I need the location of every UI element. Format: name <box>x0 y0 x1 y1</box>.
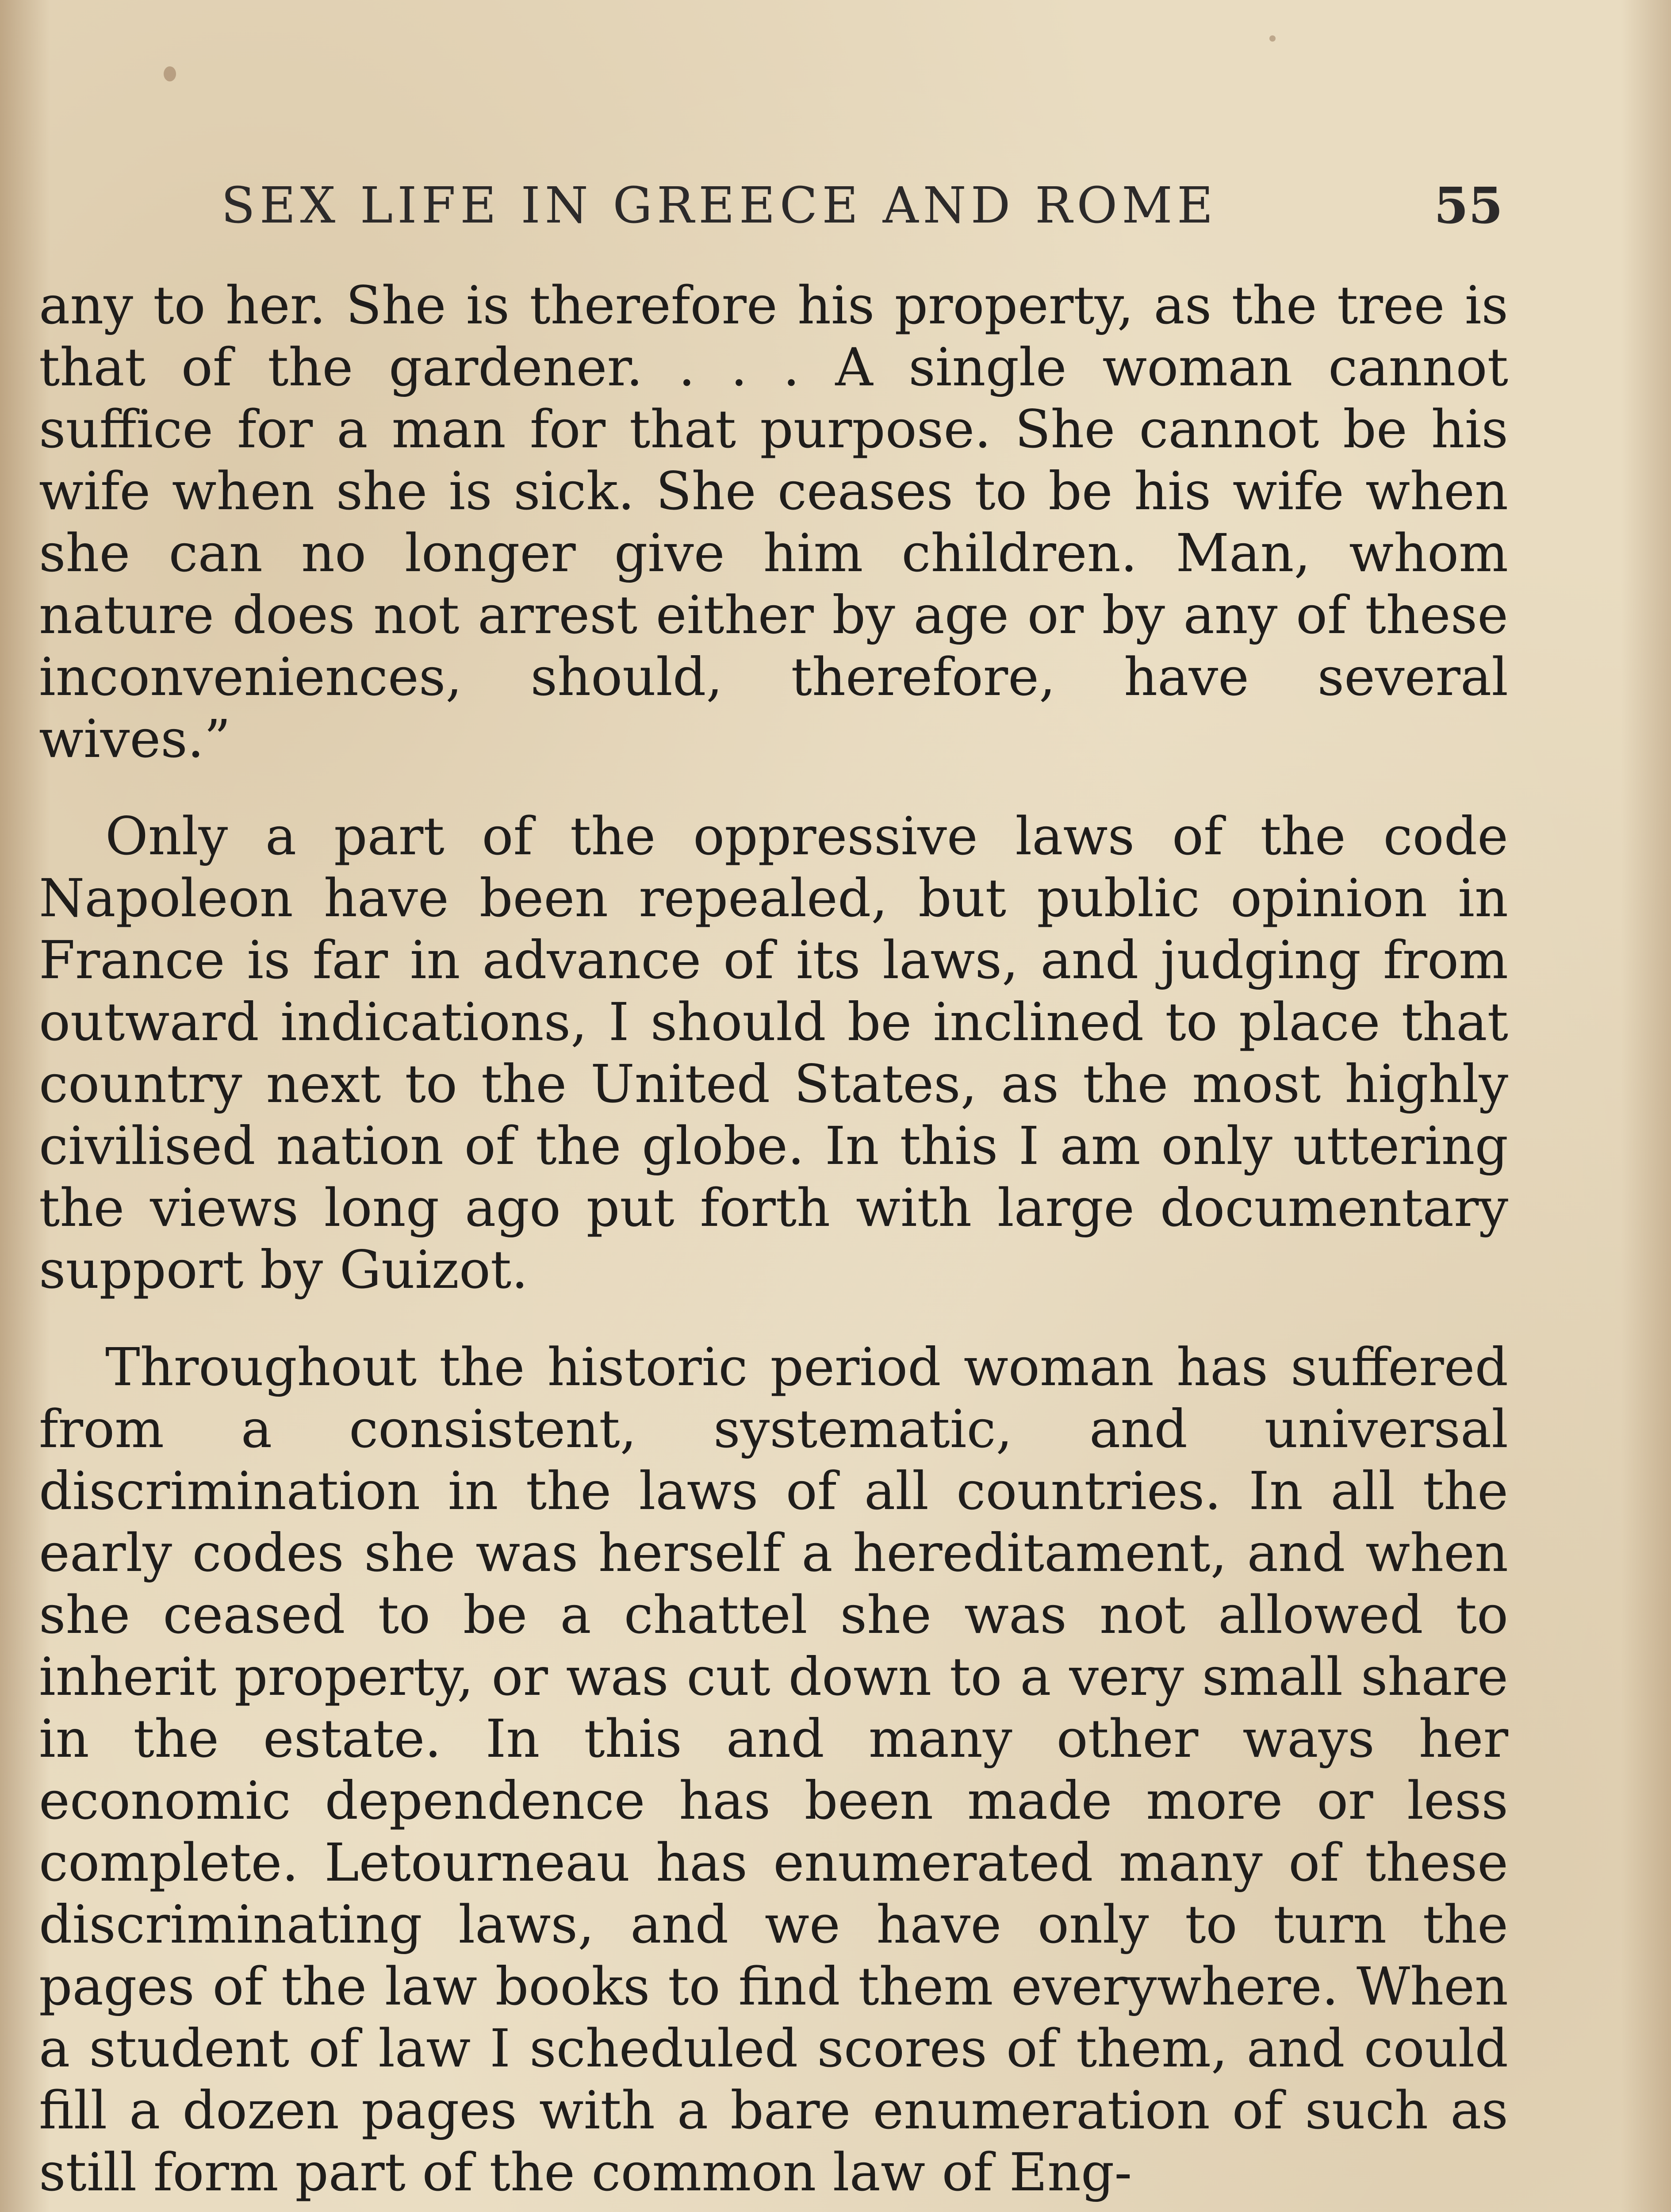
paragraph-continued: any to her. She is therefore his property, as the tree is that of the gardener. . . . A single woman cannot suffice for a man for that purpose. She cannot be his wife when she is sick. She ceases to be his wife when she can no longer give him children. Man, whom nature does not arrest either by age or by any of these inconveniences, should, therefore, have several wives.” <box>39 275 1508 769</box>
paragraph: Throughout the historic period woman has suffered from a consistent, systematic, and universal discrimination in the laws of all countries. In all the early codes she was herself a hereditament, and when she ceased to be a chattel she was not allowed to inherit property, or was cut down to a very small share in the estate. In this and many other ways her economic dependence has been made more or less complete. Letourneau has enumerated many of these discriminating laws, and we have only to turn the pages of the law books to find them everywhere. When a student of law I scheduled scores of them, and could fill a dozen pages with a bare enumeration of such as still form part of the common law of Eng- <box>39 1336 1508 2203</box>
body-text <box>39 274 1508 2212</box>
paragraph: Only a part of the oppressive laws of the code Napoleon have been repealed, but public opinion in France is far in advance of its laws, and judging from outward indications, I should be inclined to place that country next to the United States, as the most highly civilised nation of the globe. In this I am only uttering the views long ago put forth with large documentary support by Guizot. <box>39 806 1508 1300</box>
running-head <box>212 177 1503 248</box>
page-number: 55 <box>1434 177 1503 235</box>
paper-stain <box>1269 35 1276 42</box>
running-title: SEX LIFE IN GREECE AND ROME <box>221 177 1218 234</box>
paper-stain <box>164 66 176 81</box>
